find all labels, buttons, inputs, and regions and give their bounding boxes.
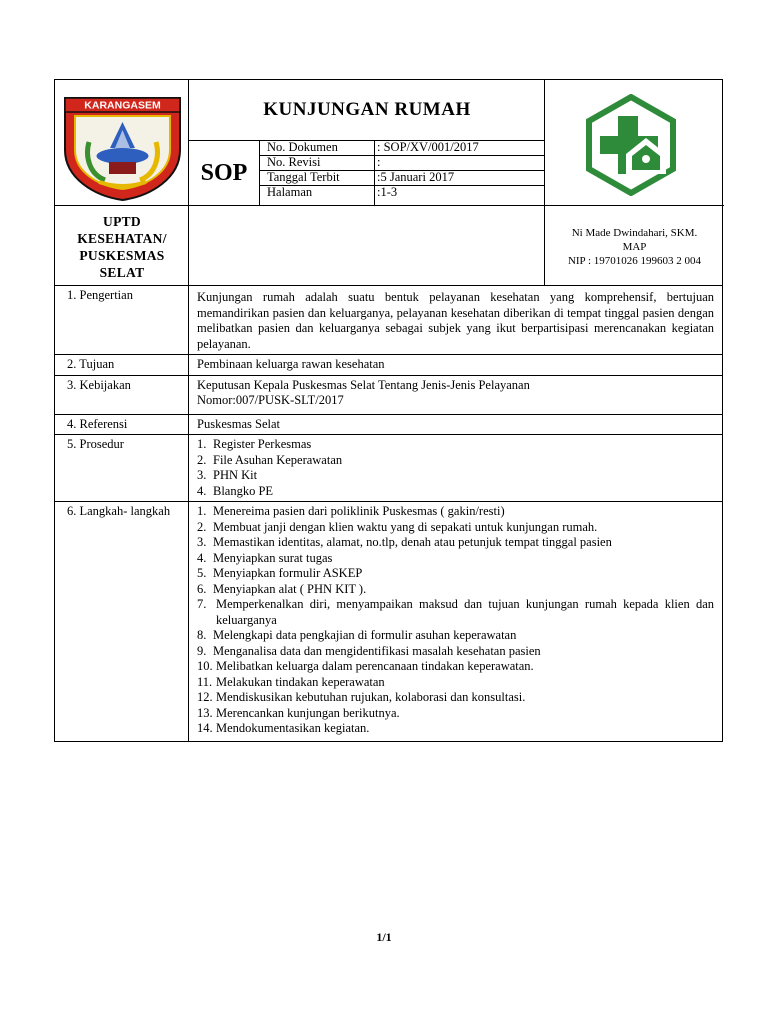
meta-row-dokumen: [259, 140, 545, 155]
org-line: SELAT: [99, 264, 145, 280]
sop-content-table: [54, 285, 723, 742]
list-item: 2. File Asuhan Keperawatan: [197, 452, 343, 467]
section-text: Puskesmas Selat: [189, 414, 723, 435]
meta-value: :5 Januari 2017: [377, 170, 455, 184]
list-item: 6. Menyiapkan alat ( PHN KIT ).: [197, 581, 367, 596]
org-line: KESEHATAN/: [77, 230, 167, 246]
meta-value: :: [377, 155, 381, 169]
document-title: KUNJUNGAN RUMAH: [263, 99, 471, 120]
list-item: 7. Memperkenalkan diri, menyampaikan maksud dan tujuan kunjungan rumah kepada klien dan keluarganya: [197, 597, 714, 627]
list-item: 14. Mendokumentasikan kegiatan.: [197, 721, 370, 735]
signer-nip: NIP : 19701026 199603 2 004: [567, 254, 702, 267]
list-item: 3. Memastikan identitas, alamat, no.tlp, denah atau petunjuk tempat tinggal pasien: [197, 535, 612, 549]
meta-value: : SOP/XV/001/2017: [377, 140, 479, 154]
sop-header: [54, 79, 723, 286]
section-content: [189, 435, 723, 502]
meta-key: No. Dokumen: [267, 140, 338, 154]
row-langkah: [55, 502, 723, 742]
section-label: 2. Tujuan: [55, 355, 189, 376]
meta-key: Tanggal Terbit: [267, 170, 340, 184]
section-label: 3. Kebijakan: [55, 375, 189, 414]
list-item: 4. Menyiapkan surat tugas: [197, 550, 333, 565]
section-text: Kunjungan rumah adalah suatu bentuk pelayanan kesehatan yang komprehensif, bertujuan memandirikan pasien dan keluarganya, pelayanan kesehatan diberikan di tempat tinggal pasien dengan melibatkan pasien dan keluarganya sebagai subjek yang ikut berpartisipasi merencanakan kegiatan pelayanan.: [189, 286, 723, 355]
row-pengertian: [55, 286, 723, 355]
signer-name: Ni Made Dwindahari, SKM.: [571, 226, 698, 239]
section-label: 5. Prosedur: [55, 435, 189, 502]
section-text: Pembinaan keluarga rawan kesehatan: [189, 355, 723, 376]
kebijakan-line: Keputusan Kepala Puskesmas Selat Tentang Jenis-Jenis Pelayanan: [197, 377, 530, 392]
row-tujuan: [55, 355, 723, 376]
list-item: 8. Melengkapi data pengkajian di formulir asuhan keperawatan: [197, 628, 517, 642]
meta-row-revisi: [259, 155, 545, 170]
puskesmas-logo: [580, 94, 682, 196]
list-item: 4. Blangko PE: [197, 483, 274, 498]
logo-text: KARANGASEM: [84, 99, 161, 112]
meta-value: :1-3: [377, 185, 398, 199]
sop-document: [54, 79, 723, 742]
list-item: 3. PHN Kit: [197, 468, 258, 482]
list-item: 1. Menereima pasien dari poliklinik Puskesmas ( gakin/resti): [197, 504, 505, 518]
list-item: 12. Mendiskusikan kebutuhan rujukan, kolaborasi dan konsultasi.: [197, 690, 526, 704]
sop-label: SOP: [200, 159, 248, 186]
meta-row-halaman: [259, 185, 545, 200]
org-line: UPTD: [103, 213, 141, 229]
row-kebijakan: [55, 375, 723, 414]
section-content: [189, 502, 723, 742]
meta-key: Halaman: [267, 185, 313, 199]
signer-block: [545, 206, 724, 287]
row-referensi: [55, 414, 723, 435]
signer-title: MAP: [622, 240, 647, 253]
list-item: 11. Melakukan tindakan keperawatan: [197, 674, 385, 689]
list-item: 10. Melibatkan keluarga dalam perencanaan tindakan keperawatan.: [197, 659, 534, 673]
list-item: 5. Menyiapkan formulir ASKEP: [197, 566, 363, 580]
list-item: 13. Merencankan kunjungan berikutnya.: [197, 705, 400, 720]
meta-row-tanggal: [259, 170, 545, 185]
page-number: 1/1: [376, 930, 392, 944]
meta-key: No. Revisi: [267, 155, 321, 169]
kebijakan-line: Nomor:007/PUSK-SLT/2017: [197, 393, 344, 407]
section-label: 6. Langkah- langkah: [55, 502, 189, 742]
prosedur-list: [197, 437, 714, 499]
organization-name: [55, 206, 189, 287]
section-label: 1. Pengertian: [55, 286, 189, 355]
row-prosedur: [55, 435, 723, 502]
section-content: [189, 375, 723, 414]
list-item: 2. Membuat janji dengan klien waktu yang di sepakati untuk kunjungan rumah.: [197, 519, 598, 534]
org-line: PUSKESMAS: [79, 247, 165, 263]
section-label: 4. Referensi: [55, 414, 189, 435]
list-item: 1. Register Perkesmas: [197, 437, 312, 451]
langkah-list: [197, 504, 714, 737]
list-item: 9. Menganalisa data dan mengidentifikasi masalah kesehatan pasien: [197, 643, 541, 658]
karangasem-logo: [59, 86, 186, 202]
